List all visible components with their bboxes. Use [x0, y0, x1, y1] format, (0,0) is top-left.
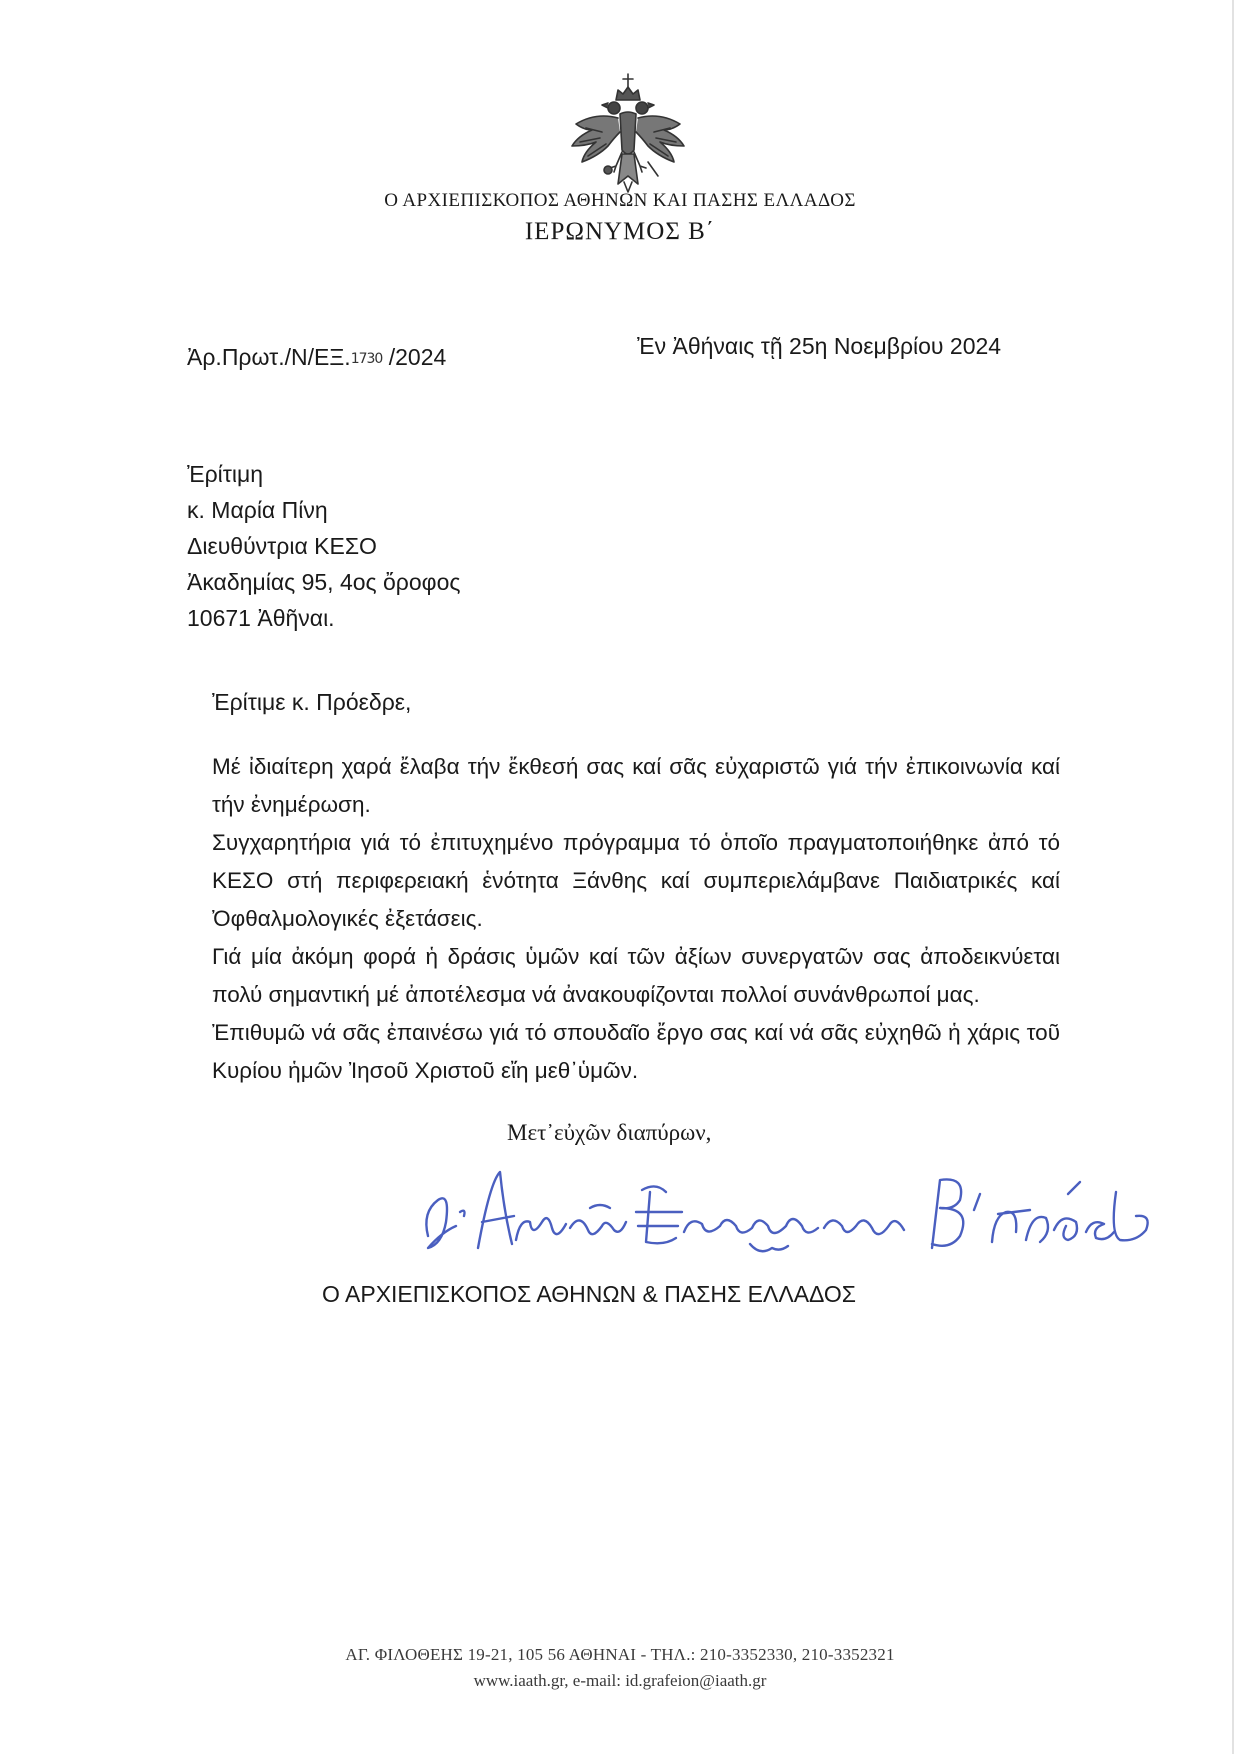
- footer-contact: www.iaath.gr, e-mail: id.grafeion@iaath.gr: [473, 1671, 767, 1690]
- protocol-suffix: /2024: [382, 344, 447, 370]
- greeting: Ἐρίτιμε κ. Πρόεδρε,: [212, 689, 412, 715]
- double-headed-eagle-emblem: [562, 72, 694, 196]
- letter-body: [212, 748, 1060, 1090]
- closing: Μετ᾿εὐχῶν διαπύρων,: [507, 1120, 712, 1145]
- recipient-role: Διευθύντρια ΚΕΣΟ: [187, 533, 377, 559]
- recipient-city: 10671 Ἀθῆναι.: [187, 605, 335, 631]
- header-name: ΙΕΡΩΝΥΜΟΣ Β΄: [524, 218, 716, 245]
- recipient-name: κ. Μαρία Πίνη: [187, 497, 328, 523]
- recipient-street: Ἀκαδημίας 95, 4ος ὄροφος: [187, 569, 461, 595]
- letter-date: Ἐν Ἀθήναις τῇ 25η Νοεμβρίου 2024: [637, 333, 1002, 359]
- protocol-number: [187, 344, 446, 371]
- protocol-prefix: Ἀρ.Πρωτ./Ν/ΕΞ.: [187, 344, 351, 370]
- protocol-handwritten-number: 1730: [350, 351, 383, 367]
- body-paragraph: Γιά μία ἀκόμη φορά ἡ δράσις ὑμῶν καί τῶν ἀξίων συνεργατῶν σας ἀποδεικνύεται πολύ σημαντική μέ ἀποτέλεσμα νά ἀνακουφίζονται πολλοί συνάνθρωποί μας.: [212, 944, 1060, 1007]
- recipient-address: [187, 456, 460, 636]
- body-paragraph: Συγχαρητήρια γιά τό ἐπιτυχημένο πρόγραμμα τό ὁποῖο πραγματοποιήθηκε ἀπό τό ΚΕΣΟ στή περιφερειακή ἑνότητα Ξάνθης καί συμπεριελάμβανε Παιδιατρικές καί Ὀφθαλμολογικές ἐξετάσεις.: [212, 830, 1060, 931]
- body-paragraph: Μέ ἰδιαίτερη χαρά ἔλαβα τήν ἔκθεσή σας καί σᾶς εὐχαριστῶ γιά τήν ἐπικοινωνία καί τήν ἐνημέρωση.: [212, 754, 1060, 817]
- recipient-salutation: Ἐρίτιμη: [187, 461, 264, 487]
- signatory-title: Ο ΑΡΧΙΕΠΙΣΚΟΠΟΣ ΑΘΗΝΩΝ & ΠΑΣΗΣ ΕΛΛΑΔΟΣ: [322, 1281, 857, 1307]
- page-edge: [1232, 0, 1234, 1754]
- header-title: Ο ΑΡΧΙΕΠΙΣΚΟΠΟΣ ΑΘΗΝΩΝ ΚΑΙ ΠΑΣΗΣ ΕΛΛΑΔΟΣ: [384, 190, 856, 211]
- footer-address: ΑΓ. ΦΙΛΟΘΕΗΣ 19-21, 105 56 ΑΘΗΝΑΙ - ΤΗΛ.: 210-3352330, 210-3352321: [345, 1645, 895, 1664]
- body-paragraph: Ἐπιθυμῶ νά σᾶς ἐπαινέσω γιά τό σπουδαῖο ἔργο σας καί νά σᾶς εὐχηθῶ ἡ χάρις τοῦ Κυρίου ἡμῶν Ἰησοῦ Χριστοῦ εἴη μεθ᾿ὑμῶν.: [212, 1020, 1060, 1083]
- handwritten-signature: [420, 1152, 1155, 1262]
